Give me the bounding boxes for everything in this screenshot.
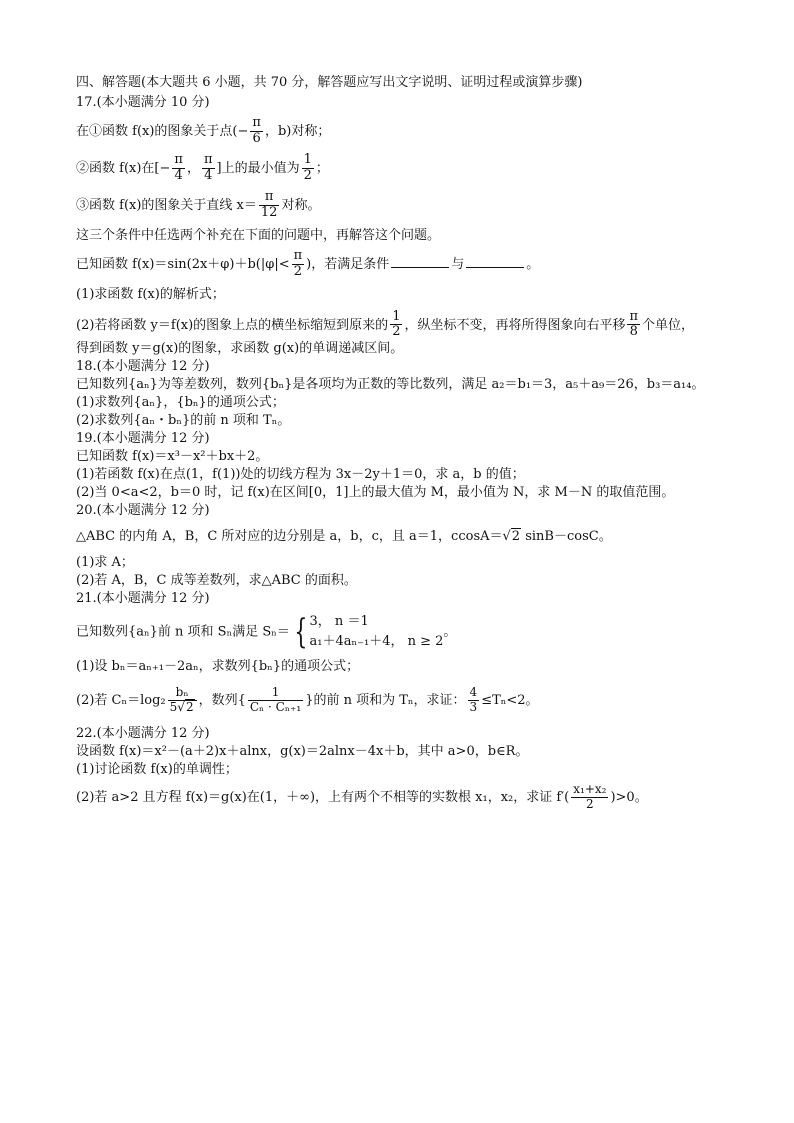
q21-stem: 已知数列{aₙ}前 n 项和 Sₙ满足 Sₙ＝ { 3， n ＝1 a₁＋4aₙ₋₁＋4， n ≥ 2 。 bbox=[76, 612, 457, 653]
fraction: $\frac{\text{x₁+x₂}}{2}$ bbox=[573, 781, 607, 811]
answer-blank bbox=[466, 266, 524, 268]
fraction: $\frac{4}{3}$ bbox=[469, 685, 478, 715]
q20-stem: △ABC 的内角 A，B，C 所对应的边分别是 a，b，c，且 a＝1，ccosA＝√2 sinB－cosC。 bbox=[76, 529, 612, 545]
q17-problem: 已知函数 f(x)＝sin(2x＋φ)＋b(|φ|< $\frac{\pi}{2}$ )，若满足条件 与 。 bbox=[76, 247, 540, 279]
q17-part-2: (2)若将函数 y＝f(x)的图象上点的横坐标缩短到原来的 $\frac{1}{2}$ ，纵坐标不变，再将所得图象向右平移 $\frac{\pi}{8}$ 个单位， bbox=[76, 308, 695, 340]
fraction: $\frac{\text{bₙ}}{5√2}$ bbox=[168, 686, 197, 715]
q18-stem: 已知数列{aₙ}为等差数列，数列{bₙ}是各项均为正数的等比数列，满足 a₂＝b₁＝3，a₅＋a₉＝26，b₃＝a₁₄。 bbox=[76, 377, 705, 393]
q21-header: 21.(本小题满分 12 分) bbox=[76, 591, 210, 607]
fraction: $\frac{1}{\text{Cₙ · Cₙ₊₁}}$ bbox=[249, 685, 302, 715]
q22-part-1: (1)讨论函数 f(x)的单调性； bbox=[76, 761, 238, 777]
fraction: $\frac{\pi}{12}$ bbox=[260, 188, 278, 220]
q17-part-1: (1)求函数 f(x)的解析式； bbox=[76, 286, 225, 302]
q22-stem: 设函数 f(x)＝x²－(a＋2)x＋alnx，g(x)＝2alnx－4x＋b，其中 a>0，b∈R。 bbox=[76, 743, 529, 759]
fraction: $\frac{1}{2}$ bbox=[392, 308, 401, 340]
q19-header: 19.(本小题满分 12 分) bbox=[76, 431, 210, 447]
q20-part-1: (1)求 A； bbox=[76, 555, 134, 571]
q18-header: 18.(本小题满分 12 分) bbox=[76, 359, 210, 375]
q17-condition-3: ③函数 f(x)的图象关于直线 x＝ $\frac{\pi}{12}$ 对称。 bbox=[76, 188, 321, 220]
q19-part-1: (1)若函数 f(x)在点(1，f(1))处的切线方程为 3x－2y＋1＝0，求 a，b 的值； bbox=[76, 467, 525, 483]
fraction: $\frac{\pi}{4}$ bbox=[203, 151, 213, 183]
q17-header: 17.(本小题满分 10 分) bbox=[76, 95, 210, 110]
q21-part-1: (1)设 bₙ＝aₙ₊₁－2aₙ，求数列{bₙ}的通项公式； bbox=[76, 659, 360, 675]
q18-part-1: (1)求数列{aₙ}，{bₙ}的通项公式； bbox=[76, 395, 285, 411]
fraction: $\frac{\pi}{2}$ bbox=[293, 247, 303, 279]
q17-instruction: 这三个条件中任选两个补充在下面的问题中，再解答这个问题。 bbox=[76, 227, 441, 243]
q21-part-2: (2)若 Cₙ＝log₂ $\frac{\text{bₙ}}{5√2}$ ，数列{ $\frac{1}{\text{Cₙ · Cₙ₊₁}}$ }的前 n 项和为 Tₙ，求证： $\frac{4}{3}$ ≤Tₙ<2。 bbox=[76, 685, 539, 715]
piecewise-cases: 3， n ＝1 a₁＋4aₙ₋₁＋4， n ≥ 2 bbox=[309, 614, 444, 650]
q19-part-2: (2)当 0<a<2，b＝0 时，记 f(x)在区间[0，1]上的最大值为 M，最小值为 N，求 M－N 的取值范围。 bbox=[76, 485, 675, 501]
left-brace: { bbox=[294, 612, 308, 653]
fraction: $\frac{\pi}{4}$ bbox=[174, 151, 183, 183]
q17-condition-2: ②函数 f(x)在[− $\frac{\pi}{4}$ ， $\frac{\pi}{4}$ ]上的最小值为 $\frac{1}{2}$ ； bbox=[76, 151, 329, 183]
fraction: $\frac{\pi}{8}$ bbox=[629, 308, 639, 340]
square-root: √2 bbox=[502, 529, 521, 545]
q19-stem: 已知函数 f(x)＝x³－x²＋bx＋2。 bbox=[76, 449, 269, 465]
q22-part-2: (2)若 a>2 且方程 f(x)＝g(x)在(1，＋∞)，上有两个不相等的实数根 x₁，x₂，求证 f′( $\frac{\text{x₁+x₂}}{2}$ )>0。 bbox=[76, 781, 648, 811]
q17-part-2-cont: 得到函数 y＝g(x)的图象，求函数 g(x)的单调递减区间。 bbox=[76, 341, 404, 357]
fraction: $\frac{1}{2}$ bbox=[303, 151, 312, 183]
q17-condition-1: 在①函数 f(x)的图象关于点(− $\frac{\pi}{6}$ ，b)对称； bbox=[76, 115, 331, 146]
fraction: $\frac{\pi}{6}$ bbox=[252, 115, 261, 146]
q22-header: 22.(本小题满分 12 分) bbox=[76, 725, 210, 741]
q20-part-2: (2)若 A，B，C 成等差数列，求△ABC 的面积。 bbox=[76, 573, 357, 589]
exam-sheet bbox=[76, 74, 756, 812]
q20-header: 20.(本小题满分 12 分) bbox=[76, 503, 210, 519]
section-heading: 四、解答题(本大题共 6 小题，共 70 分，解答题应写出文字说明、证明过程或演算步骤) bbox=[76, 75, 583, 90]
q18-part-2: (2)求数列{aₙ・bₙ}的前 n 项和 Tₙ。 bbox=[76, 413, 291, 429]
answer-blank bbox=[391, 266, 449, 268]
